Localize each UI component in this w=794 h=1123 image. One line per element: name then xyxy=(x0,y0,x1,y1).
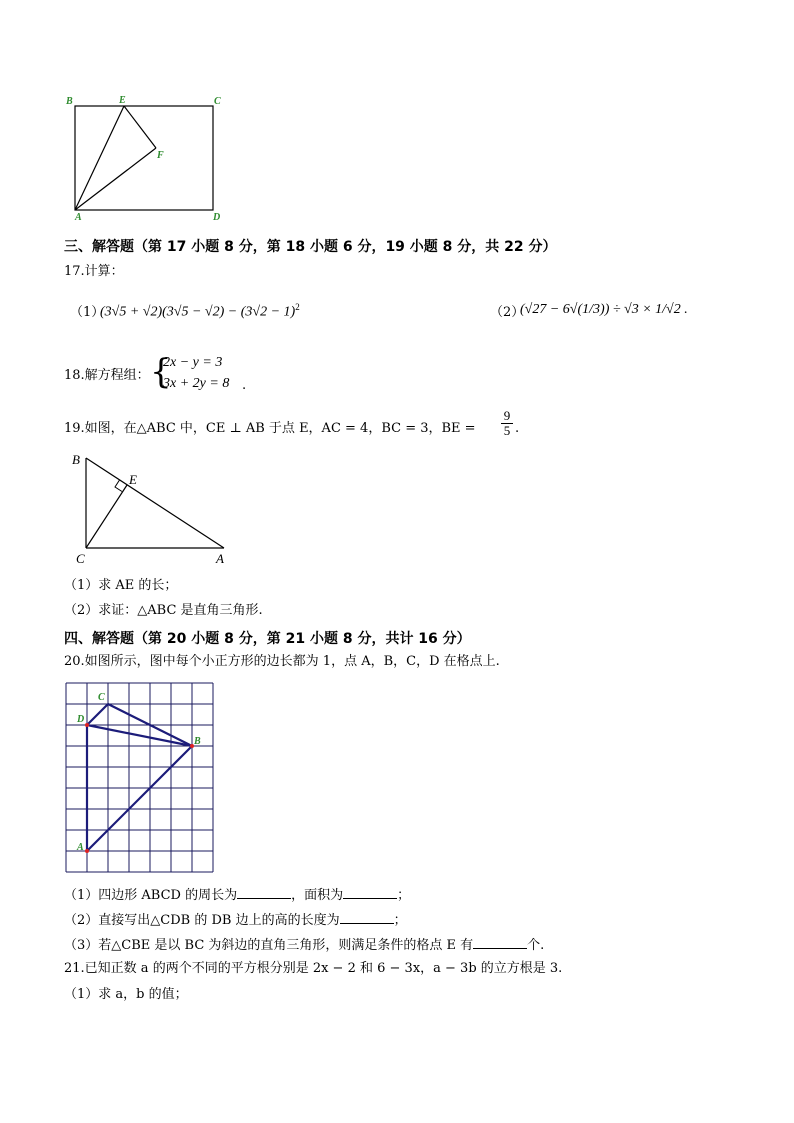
point-label-c: C xyxy=(214,96,221,107)
point-label-d: D xyxy=(213,212,221,222)
q20-stem: 20.如图所示，图中每个小正方形的边长都为 1，点 A，B，C，D 在格点上. xyxy=(64,654,500,669)
q17-part2-expression: (√27 − 6√(1/3)) ÷ √3 × 1/√2 . xyxy=(520,302,688,317)
q19-stem: 19.如图，在△ABC 中，CE ⊥ AB 于点 E，AC = 4，BC = 3，BE = xyxy=(64,421,476,436)
q20-part3 xyxy=(64,936,544,954)
q20-count-blank[interactable] xyxy=(473,936,527,949)
q20-part1-text-c: ； xyxy=(397,888,411,903)
point-d-dot xyxy=(85,723,89,727)
q17-part1-expression xyxy=(100,302,300,321)
q18-brace: { xyxy=(150,352,172,392)
q17-part1-label: （1） xyxy=(70,305,105,320)
q21-stem: 21.已知正数 a 的两个不同的平方根分别是 2x − 2 和 6 − 3x，a − 3b 的立方根是 3. xyxy=(64,961,563,976)
point-label-c: C xyxy=(76,551,85,566)
q18-period: . xyxy=(242,378,247,393)
point-label-b: B xyxy=(194,736,201,747)
q20-part2-text-b: ； xyxy=(393,913,407,928)
q20-perimeter-blank[interactable] xyxy=(237,886,291,899)
point-label-c: C xyxy=(98,692,105,703)
point-label-a: A xyxy=(75,212,82,222)
point-label-e: E xyxy=(129,472,137,487)
q18-equation-2: 3x + 2y = 8 xyxy=(163,376,230,391)
q20-part1-text-b: ，面积为 xyxy=(291,888,344,903)
point-label-b: B xyxy=(66,96,73,107)
q21-part1: （1）求 a，b 的值； xyxy=(64,987,188,1002)
q19-part1: （1）求 AE 的长； xyxy=(64,578,178,593)
q19-fraction-numerator: 9 xyxy=(503,408,511,423)
section-4-title: 四、解答题（第 20 小题 8 分，第 21 小题 8 分，共计 16 分） xyxy=(64,631,471,647)
point-label-d: D xyxy=(77,714,85,725)
triangle-abc-figure xyxy=(66,448,236,570)
rectangle-figure xyxy=(60,92,230,222)
point-a-dot xyxy=(85,849,89,853)
q19-period: . xyxy=(515,421,520,436)
q20-part2 xyxy=(64,911,407,929)
section-3-title: 三、解答题（第 17 小题 8 分，第 18 小题 6 分，19 小题 8 分，共 22 分） xyxy=(64,239,557,255)
point-label-a: A xyxy=(77,842,84,853)
point-label-e: E xyxy=(119,95,126,106)
q20-height-blank[interactable] xyxy=(340,911,394,924)
q20-part2-text-a: （2）直接写出△CDB 的 DB 边上的高的长度为 xyxy=(64,913,340,928)
point-label-f: F xyxy=(157,150,164,161)
q18-equation-1: 2x − y = 3 xyxy=(163,355,223,370)
grid-figure xyxy=(58,676,228,876)
q17-part1-exponent: 2 xyxy=(295,302,300,312)
q19-fraction-denominator: 5 xyxy=(501,423,513,438)
q17-part1-expr-text: (3√5 + √2)(3√5 − √2) − (3√2 − 1) xyxy=(100,304,296,320)
q17-part2-label: （2） xyxy=(490,305,525,320)
point-label-b: B xyxy=(72,452,80,467)
q17-stem: 17.计算： xyxy=(64,264,124,279)
q20-part3-text-b: 个. xyxy=(527,938,545,953)
q20-area-blank[interactable] xyxy=(343,886,397,899)
q20-part3-text-a: （3）若△CBE 是以 BC 为斜边的直角三角形，则满足条件的格点 E 有 xyxy=(64,938,474,953)
q18-stem: 18.解方程组： xyxy=(64,368,150,383)
point-label-a: A xyxy=(216,551,224,566)
q19-fraction xyxy=(501,409,513,438)
q19-part2: （2）求证：△ABC 是直角三角形. xyxy=(64,603,263,618)
quadrilateral-abcd xyxy=(87,704,192,851)
q20-part1 xyxy=(64,886,410,904)
q20-part1-text-a: （1）四边形 ABCD 的周长为 xyxy=(64,888,238,903)
